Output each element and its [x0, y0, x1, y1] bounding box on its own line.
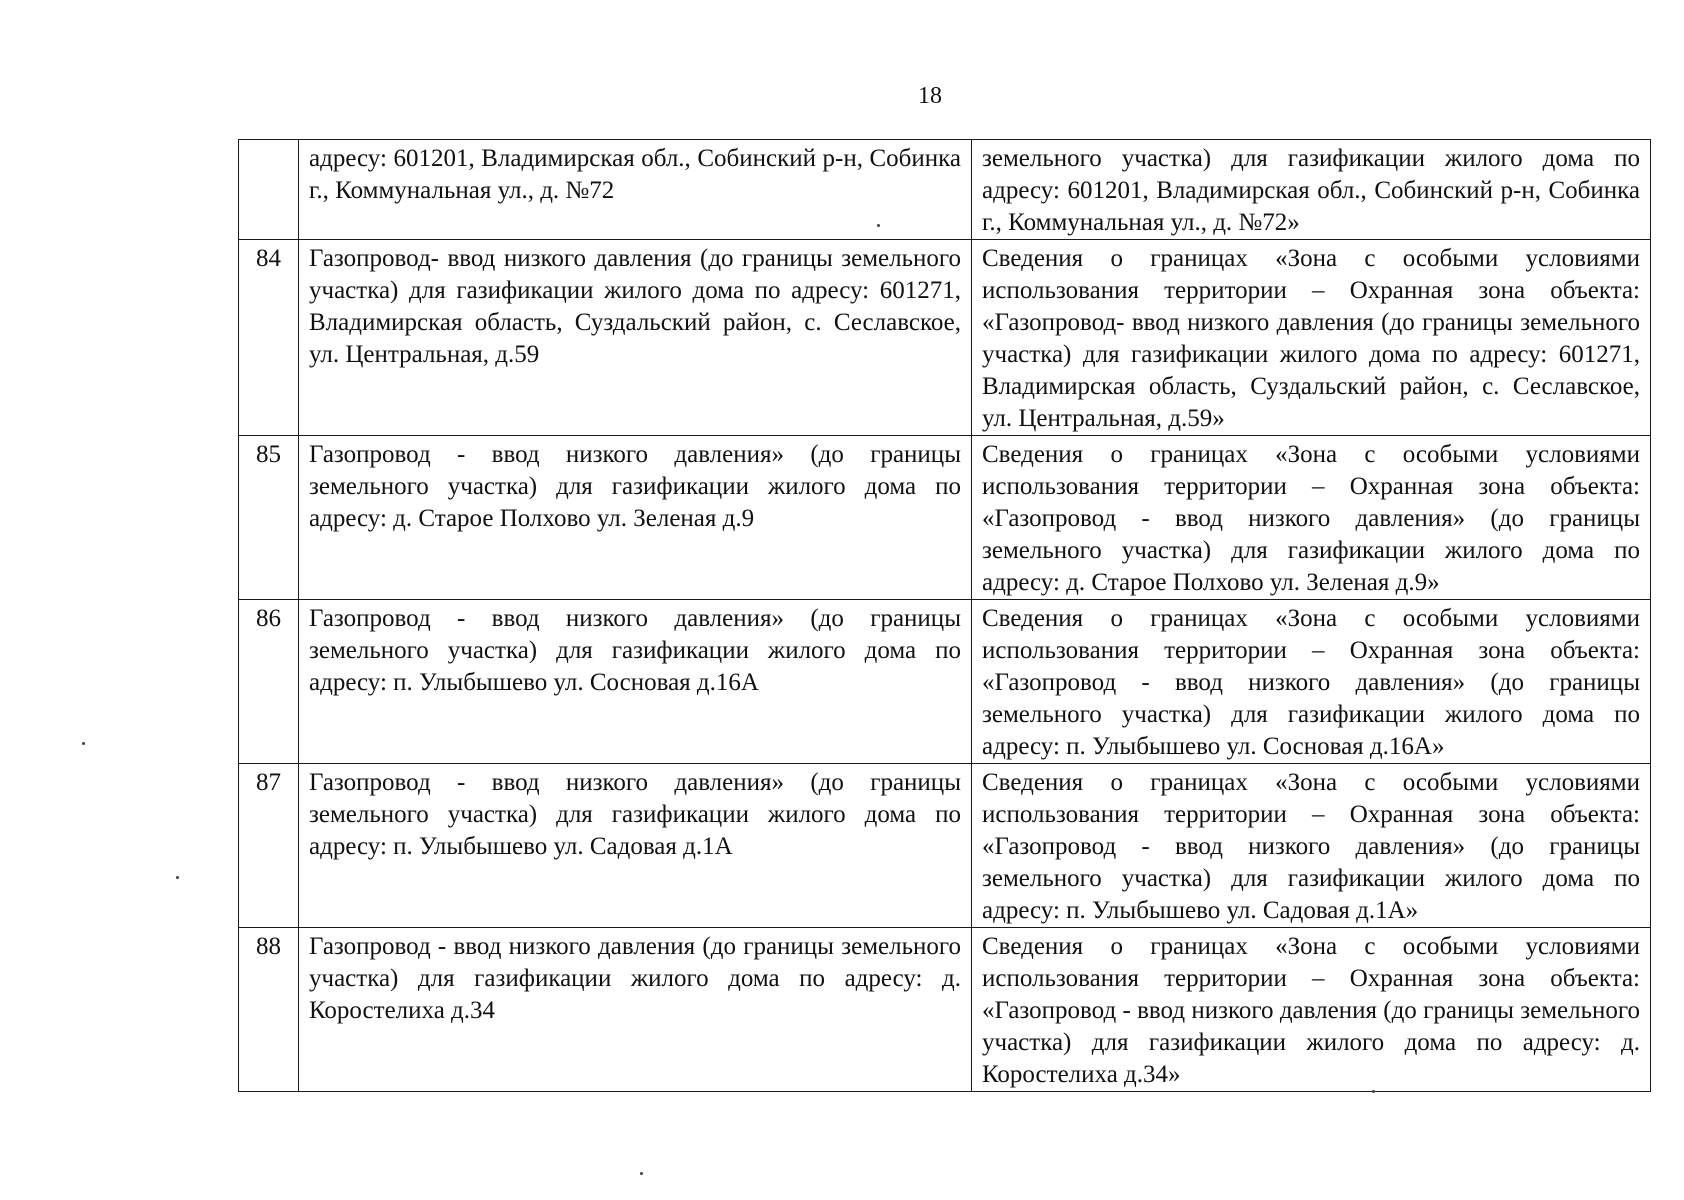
table-row [239, 764, 1651, 928]
page-number: 18 [918, 83, 942, 109]
object-name: Газопровод - ввод низкого давления» (до границы земельного участка) для газификации жилого дома по адресу: д. Старое Полхово ул. Зеленая д.9 [299, 436, 972, 600]
object-info: земельного участка) для газификации жилого дома по адресу: 601201, Владимирская обл., Собинский р-н, Собинка г., Коммунальная ул., д. №72» [972, 140, 1651, 240]
object-info: Сведения о границах «Зона с особыми условиями использования территории – Охранная зона объекта: «Газопровод - ввод низкого давления» (до границы земельного участка) для газификации жилого дома по адресу: п. Улыбышево ул. Сосновая д.16А» [972, 600, 1651, 764]
row-number: 84 [239, 240, 299, 436]
table-row [239, 140, 1651, 240]
row-number [239, 140, 299, 240]
scan-speck [1372, 1090, 1375, 1093]
table-row [239, 928, 1651, 1092]
object-name: Газопровод - ввод низкого давления (до границы земельного участка) для газификации жилого дома по адресу: д. Коростелиха д.34 [299, 928, 972, 1092]
object-info: Сведения о границах «Зона с особыми условиями использования территории – Охранная зона объекта: «Газопровод - ввод низкого давления (до границы земельного участка) для газификации жилого дома по адресу: д. Коростелиха д.34» [972, 928, 1651, 1092]
scan-speck [640, 1172, 643, 1175]
object-name: Газопровод- ввод низкого давления (до границы земельного участка) для газификации жилого дома по адресу: 601271, Владимирская область, Суздальский район, с. Сеславское, ул. Центральная, д.59 [299, 240, 972, 436]
table-row [239, 600, 1651, 764]
scan-speck [877, 224, 880, 227]
registry-table [238, 139, 1651, 1092]
object-info: Сведения о границах «Зона с особыми условиями использования территории – Охранная зона объекта: «Газопровод - ввод низкого давления» (до границы земельного участка) для газификации жилого дома по адресу: п. Улыбышево ул. Садовая д.1А» [972, 764, 1651, 928]
table-row [239, 436, 1651, 600]
object-info: Сведения о границах «Зона с особыми условиями использования территории – Охранная зона объекта: «Газопровод - ввод низкого давления» (до границы земельного участка) для газификации жилого дома по адресу: д. Старое Полхово ул. Зеленая д.9» [972, 436, 1651, 600]
row-number: 88 [239, 928, 299, 1092]
object-info: Сведения о границах «Зона с особыми условиями использования территории – Охранная зона объекта: «Газопровод- ввод низкого давления (до границы земельного участка) для газификации жилого дома по адресу: 601271, Владимирская область, Суздальский район, с. Сеславское, ул. Центральная, д.59» [972, 240, 1651, 436]
object-name: Газопровод - ввод низкого давления» (до границы земельного участка) для газификации жилого дома по адресу: п. Улыбышево ул. Сосновая д.16А [299, 600, 972, 764]
scan-speck [82, 742, 85, 745]
row-number: 85 [239, 436, 299, 600]
table-row [239, 240, 1651, 436]
scan-speck [176, 876, 179, 879]
object-name: адресу: 601201, Владимирская обл., Собинский р-н, Собинка г., Коммунальная ул., д. №72 [299, 140, 972, 240]
row-number: 87 [239, 764, 299, 928]
object-name: Газопровод - ввод низкого давления» (до границы земельного участка) для газификации жилого дома по адресу: п. Улыбышево ул. Садовая д.1А [299, 764, 972, 928]
row-number: 86 [239, 600, 299, 764]
